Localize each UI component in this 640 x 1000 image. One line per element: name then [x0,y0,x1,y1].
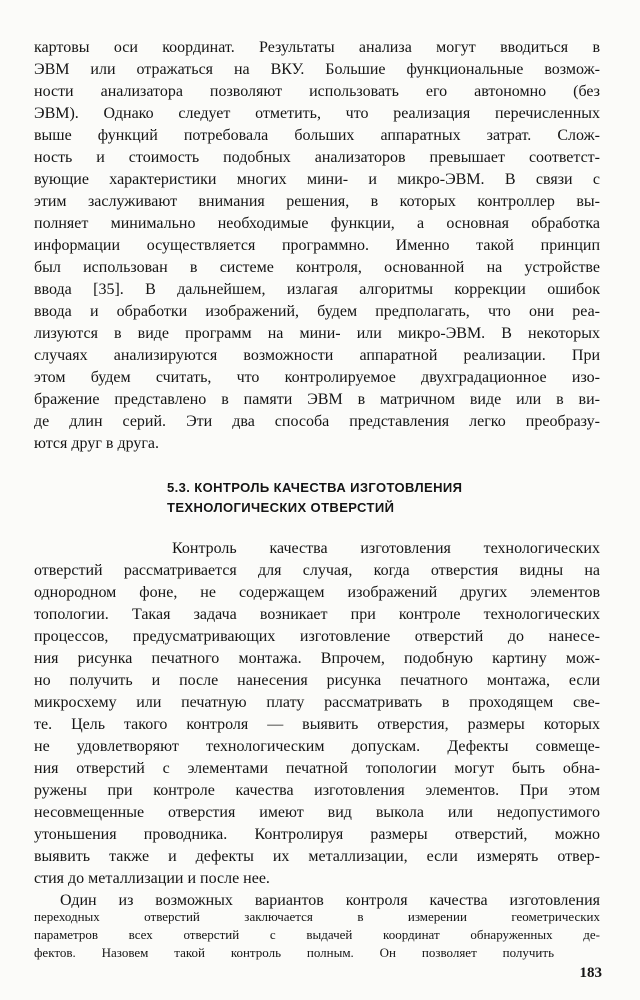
text-line: но получить и после нанесения рисунка печатного монтажа, если [34,672,600,689]
text-line: ввода и обработки изображений, будем предполагать, что они реа- [34,303,600,320]
page-number: 183 [579,965,602,981]
text-line: однородном фоне, не содержащем изображений других элементов [34,584,600,601]
text-line: случаях анализируются возможности аппаратной реализации. При [34,347,600,364]
text-line: ния отверстий с элементами печатной топологии могут быть обна- [34,760,600,777]
text-line: лизуются в виде программ на мини- или микро-ЭВМ. В некоторых [34,325,600,342]
text-line: ружены при контроле качества изготовления элементов. При этом [34,782,600,799]
text-line: де длин серий. Эти два способа представления легко преобразу- [34,413,600,430]
text-line: микросхему или печатную плату рассматривать в проходящем све- [34,694,600,711]
text-line: вующие характеристики многих мини- и микро-ЭВМ. В связи с [34,171,600,188]
text-line: бражение представлено в памяти ЭВМ в матричном виде или в ви- [34,391,600,408]
text-line: параметров всех отверстий с выдачей координат обнаруженных де- [34,927,600,942]
text-line: стия до металлизации и после нее. [34,870,270,887]
text-line: утоньшения проводника. Контролируя размеры отверстий, можно [34,826,600,843]
text-line: выявить также и дефекты их металлизации, если измерять отвер- [34,848,600,865]
text-line: несовмещенные отверстия имеют вид выкола или недопустимого [34,804,600,821]
text-line: информации осуществляется программно. Именно такой принцип [34,237,600,254]
text-line-offpage [34,985,600,986]
text-line: этим заслуживают внимания решения, в которых контроллер вы- [34,193,600,210]
text-line: те. Цель такого контроля — выявить отверстия, размеры которых [34,716,600,733]
text-line: ность и стоимость подобных анализаторов превышает соответст- [34,149,600,166]
text-line: был использован в системе контроля, основанной на устройстве [34,259,600,276]
text-line: ности анализатора позволяют использовать его автономно (без [34,83,600,100]
section-heading-line-2: ТЕХНОЛОГИЧЕСКИХ ОТВЕРСТИЙ [167,500,395,515]
text-line: переходных отверстий заключается в измерении геометрических [34,909,600,924]
text-line: картовы оси координат. Результаты анализа могут вводиться в [34,39,600,56]
text-line: полняет минимально необходимые функции, а основная обработка [34,215,600,232]
text-line: фектов. Назовем такой контроль полным. Он позволяет получить [34,945,554,960]
text-line: выше функций потребовала больших аппаратных затрат. Слож- [34,127,600,144]
text-line: Контроль качества изготовления технологических [172,540,600,557]
text-line: ния рисунка печатного монтажа. Впрочем, подобную картину мож- [34,650,600,667]
text-line: ЭВМ или отражаться на ВКУ. Большие функциональные возмож- [34,61,600,78]
text-line: этом будем считать, что контролируемое двухградационное изо- [34,369,600,386]
text-line: ЭВМ). Однако следует отметить, что реализация перечисленных [34,105,600,122]
text-line: отверстий рассматривается для случая, когда отверстия видны на [34,562,600,579]
text-line: не удовлетворяют технологическим допускам. Дефекты совмеще- [34,738,600,755]
text-line: Один из возможных вариантов контроля качества изготовления [60,892,600,909]
text-line: процессов, предусматривающих изготовление отверстий до нанесе- [34,628,600,645]
text-line: ются друг в друга. [34,435,160,452]
section-heading-line-1: 5.3. КОНТРОЛЬ КАЧЕСТВА ИЗГОТОВЛЕНИЯ [167,480,463,495]
text-line: топологии. Такая задача возникает при контроле технологических [34,606,600,623]
text-line: ввода [35]. В дальнейшем, излагая алгоритмы коррекции ошибок [34,281,600,298]
